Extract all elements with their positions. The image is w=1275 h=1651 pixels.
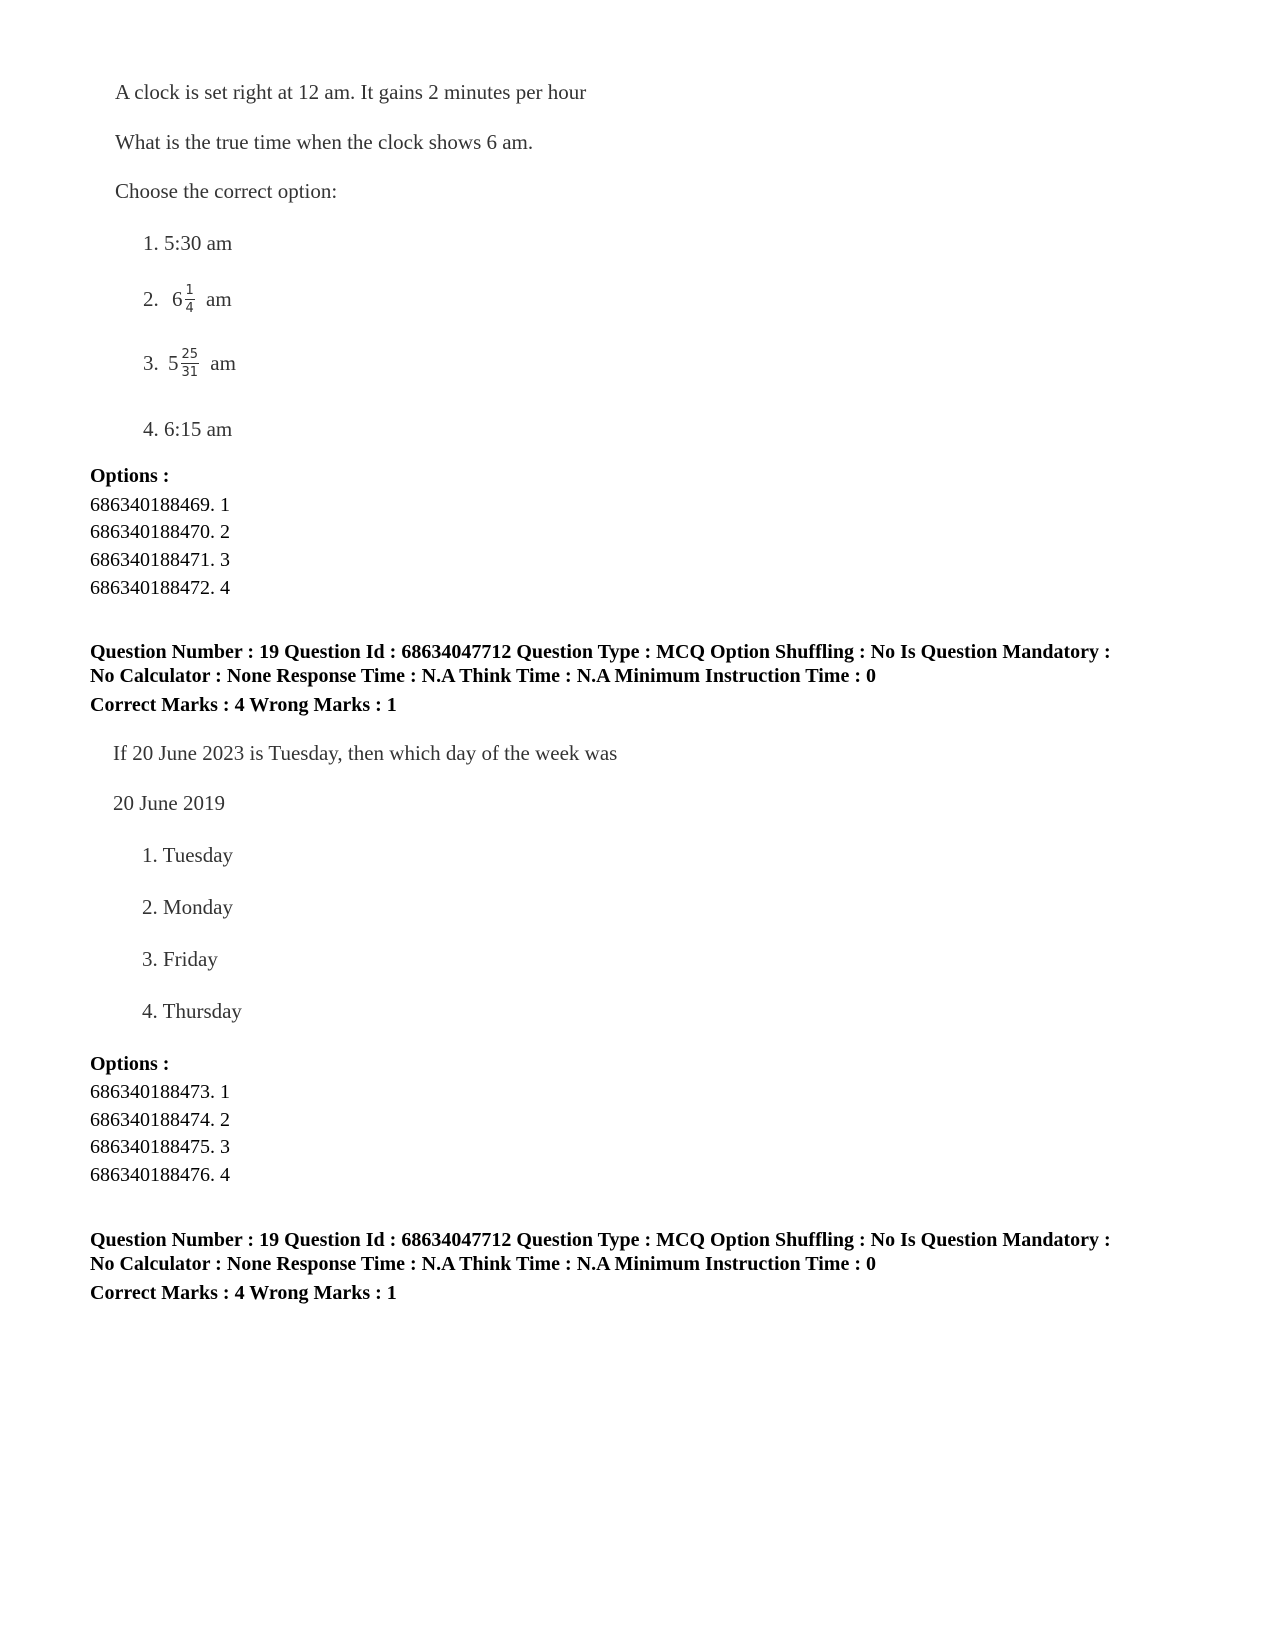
fraction-whole: 5 — [168, 351, 179, 375]
choice-4: 4. 6:15 am — [143, 417, 233, 441]
option-id: 686340188475. 3 — [90, 1136, 230, 1158]
question-text-line: Choose the correct option: — [115, 179, 338, 203]
question-text-line: A clock is set right at 12 am. It gains 2 minutes per hour — [115, 80, 587, 104]
fraction-denominator: 4 — [185, 301, 194, 316]
choice-2-number: 2. — [143, 287, 159, 311]
fraction-numerator: 1 — [185, 283, 194, 298]
options-label: Options : — [90, 465, 170, 487]
fraction — [185, 284, 195, 315]
question-meta — [90, 640, 1111, 717]
choice-2: 2. Monday — [142, 895, 233, 919]
option-id: 686340188472. 4 — [90, 577, 230, 599]
choice-2 — [143, 284, 232, 315]
question-meta-line: Question Number : 19 Question Id : 68634047712 Question Type : MCQ Option Shuffling : No Is Question Mandatory : — [90, 1229, 1111, 1251]
option-id: 686340188473. 1 — [90, 1081, 230, 1103]
options-label: Options : — [90, 1053, 170, 1075]
question-marks-line: Correct Marks : 4 Wrong Marks : 1 — [90, 694, 397, 716]
choice-1: 1. Tuesday — [142, 843, 234, 867]
fraction-whole: 6 — [172, 287, 183, 311]
mixed-fraction — [168, 348, 205, 379]
fraction — [181, 348, 200, 379]
option-id: 686340188476. 4 — [90, 1164, 230, 1186]
question-meta — [90, 1228, 1111, 1305]
fraction-denominator: 31 — [181, 365, 199, 380]
choice-3: 3. Friday — [142, 947, 218, 971]
mixed-fraction — [172, 284, 201, 315]
question-meta-line: No Calculator : None Response Time : N.A Think Time : N.A Minimum Instruction Time : 0 — [90, 665, 876, 687]
option-id: 686340188470. 2 — [90, 521, 230, 543]
fraction-numerator: 25 — [181, 347, 199, 362]
option-id: 686340188471. 3 — [90, 549, 230, 571]
option-id: 686340188474. 2 — [90, 1109, 230, 1131]
question-text-line: What is the true time when the clock shows 6 am. — [115, 130, 534, 154]
choice-1: 1. 5:30 am — [143, 231, 233, 255]
question-meta-line: No Calculator : None Response Time : N.A Think Time : N.A Minimum Instruction Time : 0 — [90, 1253, 876, 1275]
question-marks-line: Correct Marks : 4 Wrong Marks : 1 — [90, 1282, 397, 1304]
choice-3-number: 3. — [143, 351, 159, 375]
question-text-line: If 20 June 2023 is Tuesday, then which day of the week was — [113, 741, 618, 765]
question-text-line: 20 June 2019 — [113, 791, 225, 815]
question-meta-line: Question Number : 19 Question Id : 68634047712 Question Type : MCQ Option Shuffling : No Is Question Mandatory : — [90, 641, 1111, 663]
choice-4: 4. Thursday — [142, 999, 242, 1023]
option-id: 686340188469. 1 — [90, 494, 230, 516]
choice-3 — [143, 348, 236, 379]
choice-2-unit: am — [206, 287, 232, 311]
choice-3-unit: am — [210, 351, 236, 375]
